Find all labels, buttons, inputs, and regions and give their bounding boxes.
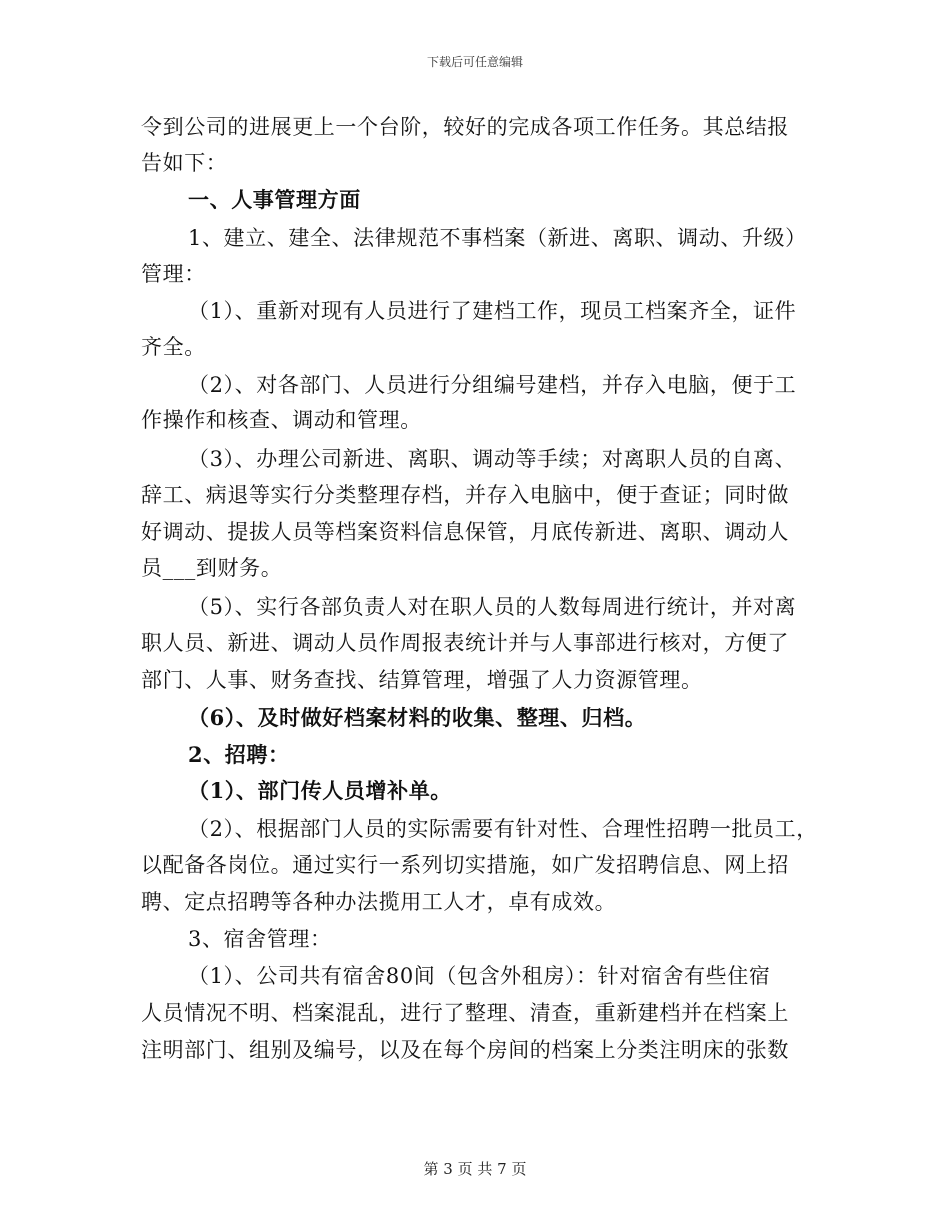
page-header: 下载后可任意编辑 [426, 55, 523, 69]
text-line: （2）、根据部门人员的实际需要有针对性、合理性招聘一批员工， [188, 817, 818, 841]
text-line: 好调动、提拔人员等档案资料信息保管，月底传新进、离职、调动人 [141, 520, 789, 544]
text-line: 人员情况不明、档案混乱，进行了整理、清查，重新建档并在档案上 [141, 1001, 789, 1025]
section-heading: 一、人事管理方面 [188, 187, 361, 212]
text-line: 以配备各岗位。通过实行一系列切实措施，如广发招聘信息、网上招 [141, 853, 789, 877]
text-line: 注明部门、组别及编号，以及在每个房间的档案上分类注明床的张数 [141, 1038, 789, 1062]
section-heading: （1）、部门传人员增补单。 [188, 778, 452, 803]
text-line: 告如下： [141, 151, 228, 175]
section-heading: 2、招聘： [188, 742, 290, 767]
text-line: 部门、人事、财务查找、结算管理，增强了人力资源管理。 [141, 668, 703, 692]
text-line: 管理： [141, 262, 206, 286]
text-line: 作操作和核查、调动和管理。 [141, 408, 422, 432]
text-line: （1）、公司共有宿舍80间（包含外租房）：针对宿舍有些住宿 [188, 964, 771, 988]
text-line: （1）、重新对现有人员进行了建档工作，现员工档案齐全，证件 [188, 299, 797, 323]
page-number: 第 3 页 共 7 页 [423, 1160, 527, 1178]
text-line: 3、宿舍管理： [188, 927, 332, 951]
text-line: 令到公司的进展更上一个台阶，较好的完成各项工作任务。其总结报 [141, 115, 789, 139]
section-heading: （6）、及时做好档案材料的收集、整理、归档。 [188, 705, 647, 730]
text-line: （3）、办理公司新进、离职、调动等手续；对离职人员的自离、 [188, 447, 797, 471]
text-line: 辞工、病退等实行分类整理存档，并存入电脑中，便于查证；同时做 [141, 483, 789, 507]
text-line: 职人员、新进、调动人员作周报表统计并与人事部进行核对，方便了 [141, 631, 789, 655]
text-line: （5）、实行各部负责人对在职人员的人数每周进行统计，并对离 [188, 595, 797, 619]
text-line: 齐全。 [141, 335, 206, 359]
text-line: 1、建立、建全、法律规范不事档案（新进、离职、调动、升级） [188, 226, 807, 250]
text-line: 员___到财务。 [141, 556, 283, 580]
text-line: （2）、对各部门、人员进行分组编号建档，并存入电脑，便于工 [188, 373, 797, 397]
text-line: 聘、定点招聘等各种办法揽用工人才，卓有成效。 [141, 890, 617, 914]
